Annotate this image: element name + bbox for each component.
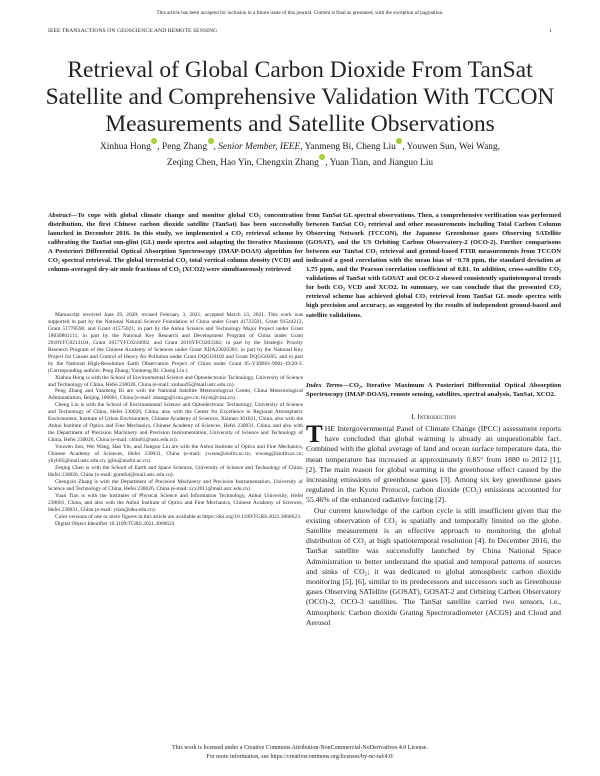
abstract-text: To cope with global climate change and monitor global CO₂ concentration distribution, the first Chinese carbon dioxide satellite (TanSat) has been successfully launched in December 2016. In this study, we implemented a CO₂ retrieval scheme by calibrating the TanSat sun-glint (GL) mode spectra and adapting the Iterative Maximum A Posteriori Differential Optical Absorption Spectroscopy (IMAP-DOAS) algorithm for CO₂ spectral retrieval. The global terrestrial CO₂ total vertical column density (VCD) and column-averaged dry-air mole fractions of CO₂ (XCO2) were simultaneously retrieved [48,212,303,274]
intro-paragraph: THE Intergovernmental Panel of Climate Change (IPCC) assessment reports have concluded that global warming is already an unquestionable fact. Combined with the global average of land and ocean surface temperature data, the mean temperature has increased at approximately 0.85° from 1880 to 2012 [1], [2]. The main reason for global warming is the greenhouse effect caused by the increasing emissions of greenhouse gases [3]. Among six key greenhouse gases regulated in the Kyoto Protocol, carbon dioxide (CO₂) emissions accounted for 55.46% of the enhanced radiative forcing [2]. [306,421,561,505]
page-number: 1 [549,28,552,34]
author: Youwen Sun [406,142,455,153]
orcid-icon[interactable] [151,138,157,144]
author: Yanmeng Bi [304,142,352,153]
abstract [48,211,303,274]
orcid-icon[interactable] [319,154,325,160]
journal-name: IEEE TRANSACTIONS ON GEOSCIENCE AND REMOTE SENSING [48,28,218,34]
footnote-funding: Manuscript received June 29, 2020; revised February 3, 2021; accepted March 13, 2021. This work was supported in part by the National Natural Science Foundation of China under Grant 41722501, Grant 91544212, Grant 51778596, and Grant 41575021; in part by the Anhui Science and Technology Major Project under Grant 18030801111; in part by the National Key Research and Development Program of China under Grant 2018YFC0213104, Grant 2017YFC0210002, and Grant 2016YFC0203302; in part by the Strategic Priority Research Program of the Chinese Academy of Sciences under Grant XDA23020301; in part by the National Key Project for Causes and Control of Heavy Air Pollution under Grant DQGG0102 and Grant DQGG0205; and in part by the National High-Resolution Earth Observation Project of China under Grant 05-Y30B01-9001-19/20-3. (Corresponding authors: Peng Zhang; Yanmeng Bi; Cheng Liu.) [48,312,303,374]
abstract-label: Abstract— [48,212,78,219]
author: Xinhua Hong [100,142,151,153]
author: Cheng Liu [355,142,396,153]
footnote-affiliation: Yuan Tian is with the Institutes of Physical Science and Information Technology, Anhui University, Hefei 230601, China, and also with the Anhui Institute of Optics and Fine Mechanics, Chinese Academy of Sciences, Hefei 230031, China (e-mail: ytian@ahu.edu.cn). [48,492,303,513]
footnotes [48,312,303,528]
footnote-color-figures: Color versions of one or more figures in this article are available at https://doi.org/10.1109/TGRS.2021.3066623. [55,513,302,520]
acceptance-notice: This article has been accepted for inclusion in a future issue of this journal. Content is final as presented, with the exception of pagination. [156,10,444,16]
author: Chengxin Zhang [256,157,319,168]
dropcap: T [306,421,323,448]
author: Zeqing Chen [166,157,216,168]
orcid-icon[interactable] [396,138,402,144]
paper-title: Retrieval of Global Carbon Dioxide From TanSat Satellite and Comprehensive Validation With TCCON Measurements and Satellite Observations [45,57,555,137]
footnote-affiliation: Cheng Liu is with the School of Environmental Science and Optoelectronic Technology, University of Science and Technology of China, Hefei 230026, China, also with the Center for Excellence in Regional Atmospheric Environment, Institute of Urban Environment, Chinese Academy of Sciences, Xiamen 361021, China, also with the Anhui Institute of Optics and Fine Mechanics, Chinese Academy of Sciences, Hefei 230031, China, and also with the Department of Precision Machinery and Precision Instrumentation, University of Science and Technology of China, Hefei 230026, China (e-mail: chliu81@ustc.edu.cn). [48,402,303,444]
author: Hao Yin [220,157,252,168]
author: Peng Zhang [161,142,208,153]
footnote-affiliation: Youwen Sun, Wei Wang, Hao Yin, and Jianguo Liu are with the Anhui Institute of Optics and Fine Mechanics, Chinese Academy of Sciences, Hefei 230031, China (e-mail: ywsun@aiofm.ac.cn; wwang@aiofm.ac.cn; yhyb95@mail.ustc.edu.cn; jgliu@aiofm.ac.cn). [48,444,303,465]
author-grade: Senior Member, IEEE [218,142,301,153]
index-terms-label: Index Terms— [306,382,349,389]
license-link[interactable]: For more information, see https://creativecommons.org/licenses/by-nc-nd/4.0/ [206,753,394,760]
introduction-body [306,421,561,628]
footnote-doi: Digital Object Identifier 10.1109/TGRS.2021.3066623 [55,520,175,527]
section-heading: I. Introduction [411,412,456,421]
author: Yuan Tian [329,157,369,168]
author: Jianguo Liu [388,157,434,168]
footnote-affiliation: Peng Zhang and Yanmeng Bi are with the National Satellite Meteorological Center, China Meteorological Administration, Beijing 100081, China (e-mail: zhangp@cma.gov.cn; biym@cma.cn). [48,388,303,402]
license-line: This work is licensed under a Creative Commons Attribution-NonCommercial-NoDerivatives 4.0 License. [172,745,428,751]
footnote-affiliation: Zeqing Chen is with the School of Earth and Space Sciences, University of Science and Technology of China, Hefei 230026, China (e-mail: grateful@mail.ustc.edu.cn). [48,464,303,478]
footnote-affiliation: Chengxin Zhang is with the Department of Precision Machinery and Precision Instrumentation, University of Science and Technology of China, Hefei 230026, China (e-mail: zcx2011@mail.ustc.edu.cn). [48,478,303,492]
author: Wei Wang [458,142,498,153]
abstract-continued: from TanSat GL spectral observations. Then, a comprehensive verification was performed between TanSat CO₂ retrieval and other measurements including Total Carbon Column Observing Network (TCCON), the Japanese Greenhouse gases Observing SATellite (GOSAT), and the US Orbiting Carbon Observatory-2 (OCO-2). Further comparisons between our TanSat CO₂ retrieval and ground-based FTIR measurements from TCCON indicated a good correlation with the mean bias of −0.78 ppm, the standard deviation at 1.75 ppm, and the Pearson correlation coefficient of 0.81. In addition, cross-satellite CO₂ validations of TanSat with GOSAT and OCO-2 showed consistently spatiotemporal trends for both CO₂ VCD and XCO2. In summary, we can conclude that the presented CO₂ retrieval scheme has achieved global CO₂ retrieval from TanSat GL mode spectra with high precision and accuracy, as suggested by the results of independent ground-based and satellite validations. [306,212,561,319]
running-head [48,28,552,34]
index-terms [306,381,561,399]
author-list: Xinhua Hong , Peng Zhang , Senior Member, IEEE, Yanmeng Bi, Cheng Liu , Youwen Sun, Wei Wang, Zeqing Chen, Hao Yin, Chengxin Zhang , Yuan Tian, and Jianguo Liu [40,139,560,170]
intro-paragraph: Our current knowledge of the carbon cycle is still insufficient given that the existing observation of CO₂ is spatially and temporally limited on the globe. Satellite measurement is an effective approach to monitoring the global distribution of CO₂ at high spatiotemporal resolution [4]. In December 2016, the TanSat satellite was successfully launched by China National Space Administration to better understand the spatial and temporal patterns of sources and sinks of CO₂; it was dedicated to global atmospheric carbon dioxide monitoring [5], [6], similar to its predecessors and successors such as Greenhouse gases Observing SATellite (GOSAT), GOSAT-2 and Orbiting Carbon Observatory (OCO)-2, OCO-3 satellites. The TanSat satellite carried two sensors, i.e., Atmospheric Carbon dioxide Grating Spectroradiometer (ACGS) and Cloud and Aerosol [306,505,561,627]
index-terms-text: CO₂, Iterative Maximum A Posteriori Differential Optical Absorption Spectroscopy (IMAP-DOAS), remote sensing, satellites, spectral analysis, TanSat, XCO2. [306,382,561,399]
orcid-icon[interactable] [208,138,214,144]
license-notice [0,744,600,761]
footnote-affiliation: Xinhua Hong is with the School of Environmental Science and Optoelectronic Technology, University of Science and Technology of China, Hefei 230026, China (e-mail: xinhua95@mail.ustc.edu.cn). [48,374,303,388]
